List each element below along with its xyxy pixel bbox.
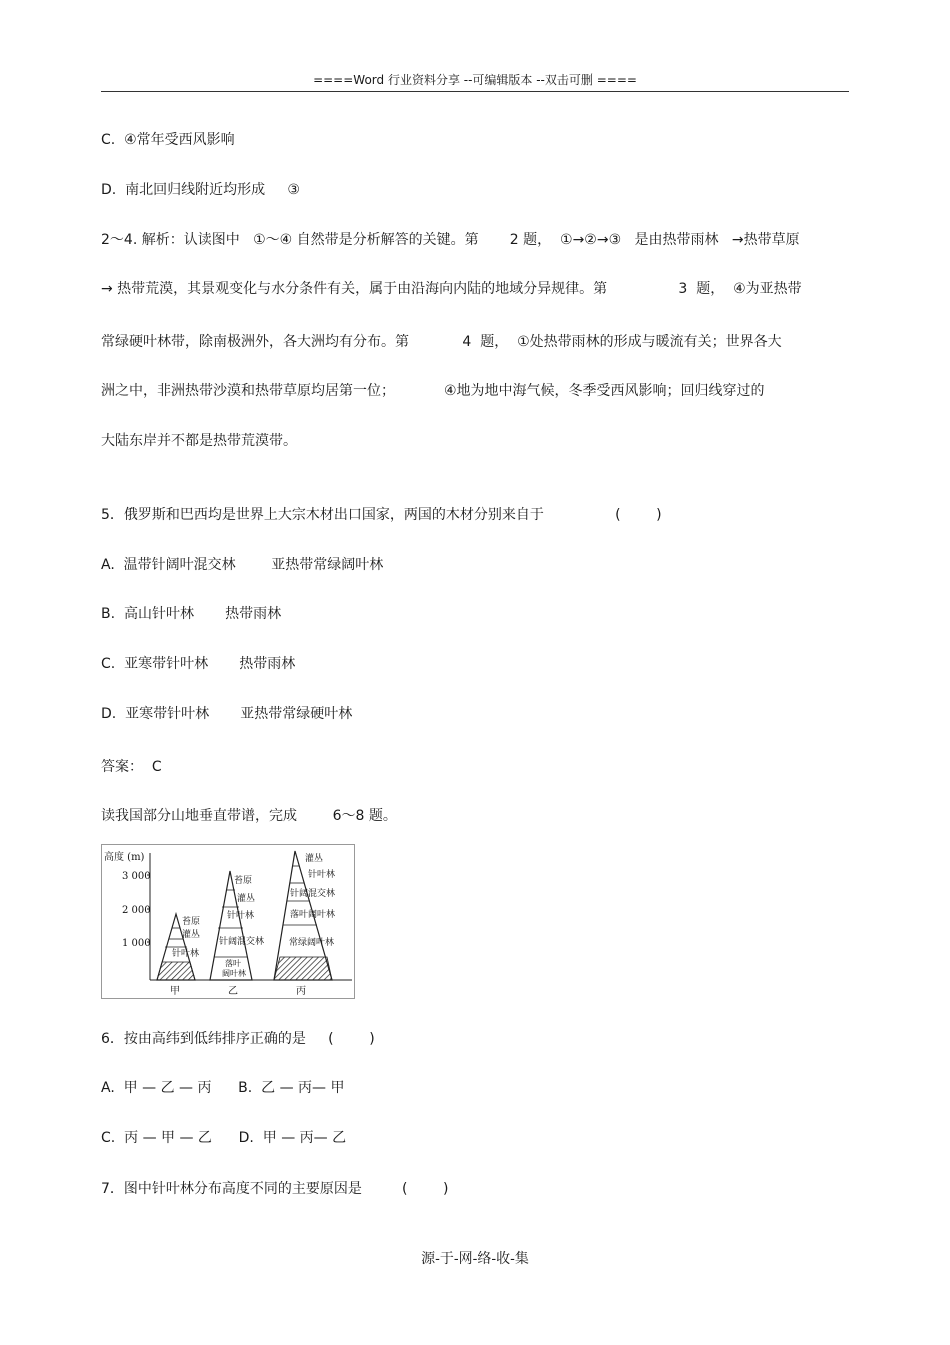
bing-belt-shrub: 灌丛 — [305, 854, 324, 864]
yi-belt-conifer: 针叶林 — [227, 911, 255, 921]
header-rule — [101, 91, 849, 92]
analysis-line-2: → 热带荒漠，其景观变化与水分条件有关，属于由沿海向内陆的地域分异规律。第 3 题， ④为亚热带 — [101, 281, 802, 297]
mountain-bing — [274, 851, 335, 997]
mountain-jia-label: 甲 — [170, 986, 180, 997]
option-b-q5: B. 高山针叶林 热带雨林 — [101, 606, 282, 622]
y-tick-label-1000: 1 000 — [122, 938, 151, 949]
option-d-q4: D. 南北回归线附近均形成 ③ — [101, 182, 300, 198]
bing-belt-evergreen: 常绿阔叶林 — [289, 938, 335, 948]
y-tick-label-3000: 3 000 — [122, 871, 151, 882]
y-tick-label-2000: 2 000 — [122, 905, 151, 916]
figure-intro: 读我国部分山地垂直带谱，完成 6～8 题。 — [101, 808, 397, 824]
mountain-yi-label: 乙 — [228, 986, 238, 997]
mountain-bing-label: 丙 — [296, 986, 306, 997]
options-ab-q6: A. 甲 — 乙 — 丙 B. 乙 — 丙— 甲 — [101, 1080, 345, 1096]
yi-belt-deciduous-1: 落叶 — [225, 959, 241, 968]
bing-belt-mixed: 针阔混交林 — [290, 889, 336, 899]
analysis-line-5: 大陆东岸并不都是热带荒漠带。 — [101, 433, 297, 449]
vertical-zonation-figure — [101, 844, 355, 999]
yi-belt-deciduous-2: 阔叶林 — [222, 969, 246, 978]
analysis-line-3: 常绿硬叶林带，除南极洲外，各大洲均有分布。第 4 题， ①处热带雨林的形成与暖流有关；世界各大 — [101, 334, 782, 350]
jia-belt-shrub: 灌丛 — [182, 930, 201, 940]
jia-belt-conifer: 针叶林 — [172, 949, 200, 959]
mountain-bing-base — [274, 957, 332, 980]
mountain-yi — [210, 871, 264, 997]
yi-belt-mixed: 针阔混交林 — [219, 937, 265, 947]
analysis-line-4: 洲之中，非洲热带沙漠和热带草原均居第一位； ④地为地中海气候，冬季受西风影响；回归线穿过的 — [101, 383, 765, 399]
question-5: 5．俄罗斯和巴西均是世界上大宗木材出口国家，两国的木材分别来自于 ( ) — [101, 507, 662, 523]
yi-belt-shrub: 灌丛 — [237, 894, 256, 904]
option-d-q5: D. 亚寒带针叶林 亚热带常绿硬叶林 — [101, 706, 353, 722]
bing-belt-deciduous: 落叶阔叶林 — [290, 910, 336, 920]
option-c-q5: C. 亚寒带针叶林 热带雨林 — [101, 656, 296, 672]
y-axis-title: 高度 (m) — [104, 852, 145, 863]
jia-belt-tundra: 苔原 — [182, 917, 201, 927]
mountain-jia — [157, 914, 200, 997]
zonation-diagram — [102, 845, 354, 998]
bing-belt-conifer: 针叶林 — [308, 870, 336, 880]
page-footer: 源-于-网-络-收-集 — [421, 1251, 529, 1267]
options-cd-q6: C. 丙 — 甲 — 乙 D. 甲 — 丙— 乙 — [101, 1130, 347, 1146]
option-a-q5: A. 温带针阔叶混交林 亚热带常绿阔叶林 — [101, 557, 384, 573]
question-6: 6．按由高纬到低纬排序正确的是 ( ) — [101, 1031, 375, 1047]
page-header: ====Word 行业资料分享 --可编辑版本 --双击可删 ==== — [313, 73, 637, 87]
yi-belt-tundra: 苔原 — [234, 876, 253, 886]
mountain-jia-base — [157, 962, 195, 980]
answer-q5: 答案： C — [101, 759, 162, 775]
analysis-line-1: 2～4. 解析：认读图中 ①～④ 自然带是分析解答的关键。第 2 题， ①→②→③ 是由热带雨林 →热带草原 — [101, 232, 800, 248]
question-7: 7．图中针叶林分布高度不同的主要原因是 ( ) — [101, 1181, 449, 1197]
option-c-q4: C. ④常年受西风影响 — [101, 132, 235, 148]
